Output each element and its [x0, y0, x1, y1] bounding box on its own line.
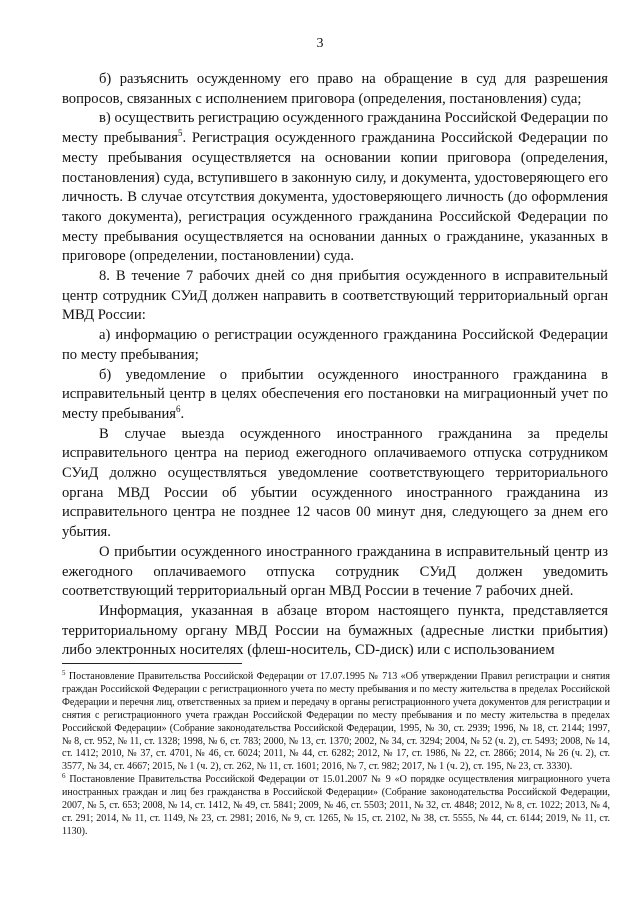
main-text	[62, 70, 608, 661]
paragraph-text: 8. В течение 7 рабочих дней со дня прибытия осужденного в исправительный центр сотрудник СУиД должен направить в соответствующий территориальный орган МВД России:	[62, 268, 608, 324]
footnote-mark: 5	[62, 669, 66, 677]
footnote-text: Постановление Правительства Российской Федерации от 17.07.1995 № 713 «Об утверждении Правил регистрации и снятия граждан Российской Федерации с регистрационного учета по месту пребывания и по месту жительства в пределах Российской Федерации и перечня лиц, ответственных за прием и передачу в органы регистрационного учета документов для регистрации и снятия с регистрационного учета граждан Российской Федерации по месту пребывания и по месту жительства в пределах Российской Федерации» (Собрание законодательства Российской Федерации, 1995, № 30, ст. 2939; 1996, № 18, ст. 2144; 1997, № 8, ст. 952, № 11, ст. 1328; 1998, № 6, ст. 783; 2000, № 13, ст. 1370; 2002, № 34, ст. 3294; 2004, № 52 (ч. 2), ст. 5493; 2008, № 14, ст. 1412; 2010, № 37, ст. 4701, № 46, ст. 6024; 2011, № 44, ст. 6282; 2012, № 17, ст. 1986, № 22, ст. 2866; 2014, № 26 (ч. 2), ст. 3577, № 34, ст. 4667; 2015, № 1 (ч. 2), ст. 262, № 11, ст. 1601; 2016, № 7, ст. 982; 2017, № 1 (ч. 2), ст. 195, № 23, ст. 3330).	[62, 671, 610, 773]
paragraph-departure	[62, 425, 608, 543]
paragraph-information	[62, 602, 608, 661]
paragraph-text: Информация, указанная в абзаце втором настоящего пункта, представляется территориальному органу МВД России на бумажных (адресные листки прибытия) либо электронных носителях (флеш-носитель, CD-диск) или с использованием	[62, 602, 608, 659]
footnote-separator	[62, 663, 242, 664]
paragraph-7b	[62, 70, 608, 109]
footnote-ref: 5	[178, 128, 183, 139]
footnote-6	[62, 774, 610, 839]
paragraph-return	[62, 543, 608, 602]
paragraph-8a	[62, 326, 608, 365]
footnote-ref: 6	[176, 403, 181, 414]
footnote-mark: 6	[62, 772, 66, 781]
footnote-text: Постановление Правительства Российской Федерации от 15.01.2007 № 9 «О порядке осуществления миграционного учета иностранных граждан и лиц без гражданства в Российской Федерации» (Собрание законодательства Российской Федерации, 2007, № 5, ст. 653; 2008, № 14, ст. 1412, № 49, ст. 5841; 2009, № 46, ст. 5503; 2011, № 32, ст. 4848; 2012, № 8, ст. 1022; 2013, № 4, ст. 291; 2014, № 11, ст. 1149, № 23, ст. 2981; 2016, № 9, ст. 1265, № 15, ст. 2102, № 38, ст. 5555, № 44, ст. 6144; 2019, № 11, ст. 1130).	[62, 774, 611, 837]
paragraph-8	[62, 267, 608, 326]
paragraph-text-continued: .	[180, 405, 185, 422]
paragraph-8b	[62, 366, 608, 425]
footnote-5	[62, 671, 610, 774]
paragraph-text: б) разъяснить осужденному его право на обращение в суд для разрешения вопросов, связанных с исполнением приговора (определения, постановления) суда;	[62, 71, 608, 107]
paragraph-text: О прибытии осужденного иностранного гражданина в исправительный центр из ежегодного оплачиваемого отпуска сотрудник СУиД должен уведомить соответствующий территориальный орган МВД России в течение 7 рабочих дней.	[62, 543, 608, 600]
paragraph-text-continued: . Регистрация осужденного гражданина Российской Федерации по месту пребывания осуществляется на основании копии приговора (определения, постановления) суда, вступившего в законную силу, и документа, удостоверяющего его личность. В случае отсутствия документа, удостоверяющего личность (до оформления такого документа), регистрация осужденного гражданина Российской Федерации по месту пребывания осуществляется на основании данных о гражданине, указанных в приговоре (определении, постановлении) суда.	[62, 130, 608, 265]
paragraph-text: б) уведомление о прибытии осужденного иностранного гражданина в исправительный центр в целях обеспечения его постановки на миграционный учет по месту пребывания	[62, 366, 608, 422]
paragraph-7v	[62, 109, 608, 267]
paragraph-text: а) информацию о регистрации осужденного гражданина Российской Федерации по месту пребывания;	[62, 327, 608, 363]
paragraph-text: В случае выезда осужденного иностранного гражданина за пределы исправительного центра на период ежегодного оплачиваемого отпуска сотрудником СУиД должно осуществляться уведомление соответствующего территориального органа МВД России об убытии осужденного иностранного гражданина из исправительного центра не позднее 12 часов 00 минут дня, следующего за днем его убытия.	[62, 425, 608, 541]
paragraph-text: в) осуществить регистрацию осужденного гражданина Российской Федерации по месту пребывания	[62, 110, 608, 147]
page-number: 3	[316, 36, 324, 51]
footnotes	[62, 671, 610, 839]
